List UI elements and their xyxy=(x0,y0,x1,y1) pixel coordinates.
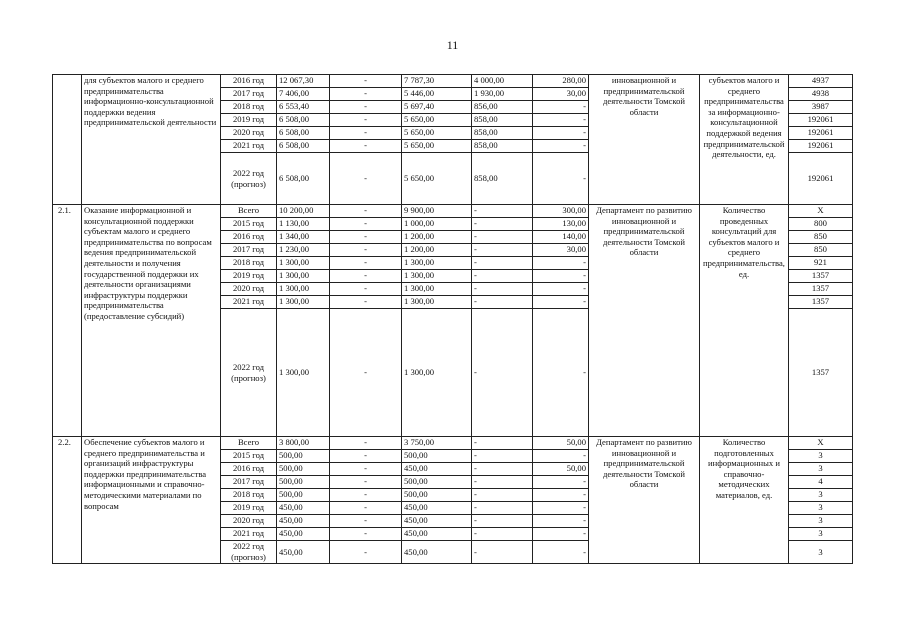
total-cell: 1 300,00 xyxy=(277,270,329,283)
item-number: 2.1. xyxy=(53,205,82,437)
federal-cell: - xyxy=(330,528,401,541)
federal-cell: - xyxy=(330,489,401,502)
regional-cell: 5 446,00 xyxy=(402,88,471,101)
local-cell: 858,00 xyxy=(472,114,532,127)
year-cell: 2020 год xyxy=(221,283,276,296)
local-cell: 858,00 xyxy=(472,127,532,140)
regional-cell: 5 650,00 xyxy=(402,114,471,127)
regional-cell: 450,00 xyxy=(402,515,471,528)
regional-cell: 500,00 xyxy=(402,450,471,463)
indicator-value: 3 xyxy=(789,528,852,541)
federal-cell: - xyxy=(330,283,401,296)
federal-cell: - xyxy=(330,450,401,463)
year-cell: Всего xyxy=(221,205,276,218)
regional-cell: 1 200,00 xyxy=(402,244,471,257)
item-name: Оказание информационной и консультационной поддержки субъектам малого и среднего предпринимательства по вопросам ведения предпринимательской деятельности и получения государственной поддержки их деятельности организациями инфраструктуры поддержки предпринимательства (предоставление субсидий) xyxy=(82,205,221,437)
table-row xyxy=(53,205,853,437)
years-column xyxy=(221,75,277,205)
federal-cell: - xyxy=(330,88,401,101)
regional-cell: 3 750,00 xyxy=(402,437,471,450)
total-cell: 6 508,00 xyxy=(279,173,310,184)
local-cell: - xyxy=(472,296,532,309)
federal-cell: - xyxy=(330,296,401,309)
regional-cell: 9 900,00 xyxy=(402,205,471,218)
year-cell: 2019 год xyxy=(221,270,276,283)
indicator-value: 3 xyxy=(818,546,823,557)
extra-cell: 30,00 xyxy=(533,244,588,257)
regional-cell: 1 000,00 xyxy=(402,218,471,231)
federal-cell: - xyxy=(364,546,367,557)
regional-cell: 1 200,00 xyxy=(402,231,471,244)
total-cell: 6 508,00 xyxy=(277,114,329,127)
indicator: Количество подготовленных информационных и справочно-методических материалов, ед. xyxy=(700,437,789,564)
extra-cell: 130,00 xyxy=(533,218,588,231)
indicator-value: 3 xyxy=(789,463,852,476)
extra-cell: - xyxy=(533,476,588,489)
regional-cell: 500,00 xyxy=(402,489,471,502)
federal-cell: - xyxy=(330,244,401,257)
indicator-value: 192061 xyxy=(807,173,834,184)
indicator-value: 3 xyxy=(789,450,852,463)
year-cell: 2015 год xyxy=(221,218,276,231)
extra-cell: - xyxy=(533,114,588,127)
total-cell: 12 067,30 xyxy=(277,75,329,88)
extra-cell: 280,00 xyxy=(533,75,588,88)
regional-cell: 450,00 xyxy=(402,463,471,476)
federal-cell: - xyxy=(330,515,401,528)
regional-cell: 1 300,00 xyxy=(404,367,435,378)
regional-column xyxy=(402,437,472,564)
indicator-value: 1357 xyxy=(789,270,852,283)
local-cell: - xyxy=(472,528,532,541)
year-cell: Всего xyxy=(221,437,276,450)
year-cell: 2022 год (прогноз) xyxy=(231,361,266,383)
extra-cell: - xyxy=(533,515,588,528)
year-cell: 2020 год xyxy=(221,127,276,140)
year-cell: 2019 год xyxy=(221,502,276,515)
budget-table xyxy=(52,74,853,564)
indicator-value: 192061 xyxy=(789,140,852,153)
extra-cell: - xyxy=(583,367,586,378)
page-number: 11 xyxy=(446,38,459,52)
year-cell: 2017 год xyxy=(221,244,276,257)
regional-cell: 5 650,00 xyxy=(402,140,471,153)
total-cell: 500,00 xyxy=(277,476,329,489)
indicator-value: 921 xyxy=(789,257,852,270)
federal-column xyxy=(330,75,402,205)
total-cell: 500,00 xyxy=(277,450,329,463)
year-cell: 2019 год xyxy=(221,114,276,127)
federal-cell: - xyxy=(330,270,401,283)
federal-cell: - xyxy=(330,101,401,114)
extra-cell: 30,00 xyxy=(533,88,588,101)
local-cell: - xyxy=(472,205,532,218)
years-column xyxy=(221,437,277,564)
indicator-value: 1357 xyxy=(789,283,852,296)
total-cell: 6 508,00 xyxy=(277,127,329,140)
local-cell: - xyxy=(472,476,532,489)
years-column xyxy=(221,205,277,437)
total-cell: 10 200,00 xyxy=(277,205,329,218)
local-column xyxy=(472,205,533,437)
extra-cell: 300,00 xyxy=(533,205,588,218)
year-cell: 2021 год xyxy=(221,528,276,541)
extra-cell: 140,00 xyxy=(533,231,588,244)
indicator-value: 850 xyxy=(789,231,852,244)
local-cell: - xyxy=(472,270,532,283)
federal-cell: - xyxy=(330,127,401,140)
regional-cell: 5 650,00 xyxy=(404,173,435,184)
year-cell: 2017 год xyxy=(221,476,276,489)
regional-column xyxy=(402,205,472,437)
year-cell: 2021 год xyxy=(221,296,276,309)
regional-column xyxy=(402,75,472,205)
extra-cell: - xyxy=(533,502,588,515)
local-cell: - xyxy=(472,515,532,528)
total-cell: 450,00 xyxy=(277,528,329,541)
local-column xyxy=(472,75,533,205)
local-cell: - xyxy=(472,218,532,231)
year-cell: 2022 год (прогноз) xyxy=(231,167,266,189)
total-cell: 1 130,00 xyxy=(277,218,329,231)
regional-cell: 1 300,00 xyxy=(402,296,471,309)
local-cell: - xyxy=(472,463,532,476)
extra-column xyxy=(533,75,589,205)
extra-cell: 50,00 xyxy=(533,437,588,450)
total-cell: 1 340,00 xyxy=(277,231,329,244)
total-cell: 1 300,00 xyxy=(277,296,329,309)
local-cell: - xyxy=(472,257,532,270)
indicator-value: 850 xyxy=(789,244,852,257)
total-cell: 1 300,00 xyxy=(277,257,329,270)
total-cell: 500,00 xyxy=(277,463,329,476)
federal-column xyxy=(330,205,402,437)
total-cell: 1 300,00 xyxy=(279,367,310,378)
extra-cell: - xyxy=(533,283,588,296)
regional-cell: 1 300,00 xyxy=(402,270,471,283)
year-cell: 2016 год xyxy=(221,231,276,244)
extra-cell: - xyxy=(533,450,588,463)
extra-cell: - xyxy=(533,127,588,140)
indicator-value: 192061 xyxy=(789,127,852,140)
federal-cell: - xyxy=(330,437,401,450)
regional-cell: 450,00 xyxy=(404,546,428,557)
indicator-value: 800 xyxy=(789,218,852,231)
local-cell: - xyxy=(472,450,532,463)
total-column xyxy=(277,75,330,205)
extra-cell: - xyxy=(533,296,588,309)
total-column xyxy=(277,205,330,437)
item-name: для субъектов малого и среднего предпринимательства информационно-консультационной поддержки ведения предпринимательской деятельности xyxy=(82,75,221,205)
federal-cell: - xyxy=(330,75,401,88)
extra-column xyxy=(533,437,589,564)
indicator: субъектов малого и среднего предпринимательства за информационно-консультационной поддержкой ведения предпринимательской деятельности, ед. xyxy=(700,75,789,205)
total-cell: 1 230,00 xyxy=(277,244,329,257)
local-cell: - xyxy=(474,546,477,557)
federal-cell: - xyxy=(330,231,401,244)
item-number xyxy=(53,75,82,205)
federal-cell: - xyxy=(330,463,401,476)
year-cell: 2015 год xyxy=(221,450,276,463)
federal-cell: - xyxy=(364,367,367,378)
indicator-value: 192061 xyxy=(789,114,852,127)
federal-cell: - xyxy=(330,205,401,218)
year-cell: 2018 год xyxy=(221,489,276,502)
total-cell: 450,00 xyxy=(279,546,303,557)
indicator-value: 1357 xyxy=(789,296,852,309)
local-cell: 1 930,00 xyxy=(472,88,532,101)
regional-cell: 1 300,00 xyxy=(402,257,471,270)
total-cell: 6 508,00 xyxy=(277,140,329,153)
federal-cell: - xyxy=(330,114,401,127)
total-cell: 500,00 xyxy=(277,489,329,502)
extra-cell: - xyxy=(533,270,588,283)
total-cell: 7 406,00 xyxy=(277,88,329,101)
extra-column xyxy=(533,205,589,437)
indicator-value: 4 xyxy=(789,476,852,489)
indicator-value: 3 xyxy=(789,515,852,528)
indicator-value: X xyxy=(789,437,852,450)
local-cell: - xyxy=(472,502,532,515)
federal-cell: - xyxy=(330,476,401,489)
regional-cell: 450,00 xyxy=(402,528,471,541)
executor: Департамент по развитию инновационной и предпринимательской деятельности Томской области xyxy=(589,205,700,437)
extra-cell: - xyxy=(533,101,588,114)
regional-cell: 5 697,40 xyxy=(402,101,471,114)
executor: Департамент по развитию инновационной и предпринимательской деятельности Томской области xyxy=(589,437,700,564)
regional-cell: 500,00 xyxy=(402,476,471,489)
table-row xyxy=(53,75,853,205)
federal-column xyxy=(330,437,402,564)
federal-cell: - xyxy=(330,502,401,515)
item-number: 2.2. xyxy=(53,437,82,564)
regional-cell: 1 300,00 xyxy=(402,283,471,296)
indicator-value: 4937 xyxy=(789,75,852,88)
year-cell: 2018 год xyxy=(221,257,276,270)
year-cell: 2021 год xyxy=(221,140,276,153)
federal-cell: - xyxy=(364,173,367,184)
extra-cell: - xyxy=(583,173,586,184)
local-cell: 856,00 xyxy=(472,101,532,114)
local-cell: - xyxy=(472,283,532,296)
indicator-value: 4938 xyxy=(789,88,852,101)
year-cell: 2016 год xyxy=(221,75,276,88)
regional-cell: 7 787,30 xyxy=(402,75,471,88)
total-cell: 6 553,40 xyxy=(277,101,329,114)
extra-cell: - xyxy=(533,528,588,541)
local-cell: - xyxy=(472,437,532,450)
year-cell: 2016 год xyxy=(221,463,276,476)
year-cell: 2020 год xyxy=(221,515,276,528)
indicator-value: X xyxy=(789,205,852,218)
local-cell: - xyxy=(474,367,477,378)
indicator-value: 1357 xyxy=(811,367,830,378)
regional-cell: 450,00 xyxy=(402,502,471,515)
table-row xyxy=(53,437,853,564)
year-cell: 2018 год xyxy=(221,101,276,114)
extra-cell: 50,00 xyxy=(533,463,588,476)
indicator-value: 3 xyxy=(789,489,852,502)
total-cell: 1 300,00 xyxy=(277,283,329,296)
regional-cell: 5 650,00 xyxy=(402,127,471,140)
local-cell: 4 000,00 xyxy=(472,75,532,88)
federal-cell: - xyxy=(330,140,401,153)
total-cell: 3 800,00 xyxy=(277,437,329,450)
federal-cell: - xyxy=(330,257,401,270)
local-cell: - xyxy=(472,489,532,502)
executor: инновационной и предпринимательской деятельности Томской области xyxy=(589,75,700,205)
total-cell: 450,00 xyxy=(277,502,329,515)
local-column xyxy=(472,437,533,564)
federal-cell: - xyxy=(330,218,401,231)
local-cell: 858,00 xyxy=(474,173,498,184)
year-cell: 2017 год xyxy=(221,88,276,101)
indicator: Количество проведенных консультаций для субъектов малого и среднего предпринимательства, ед. xyxy=(700,205,789,437)
item-name: Обеспечение субъектов малого и среднего предпринимательства и организаций инфраструктуры поддержки предпринимательства информационными и справочно-методическими материалами по вопросам xyxy=(82,437,221,564)
indicator-value: 3 xyxy=(789,502,852,515)
local-cell: 858,00 xyxy=(472,140,532,153)
extra-cell: - xyxy=(533,257,588,270)
total-cell: 450,00 xyxy=(277,515,329,528)
local-cell: - xyxy=(472,244,532,257)
total-column xyxy=(277,437,330,564)
extra-cell: - xyxy=(533,489,588,502)
indicator-value: 3987 xyxy=(789,101,852,114)
extra-cell: - xyxy=(533,140,588,153)
indicator-values-column xyxy=(789,75,853,205)
indicator-values-column xyxy=(789,205,853,437)
local-cell: - xyxy=(472,231,532,244)
indicator-values-column xyxy=(789,437,853,564)
extra-cell: - xyxy=(583,546,586,557)
year-cell: 2022 год (прогноз) xyxy=(231,541,266,562)
